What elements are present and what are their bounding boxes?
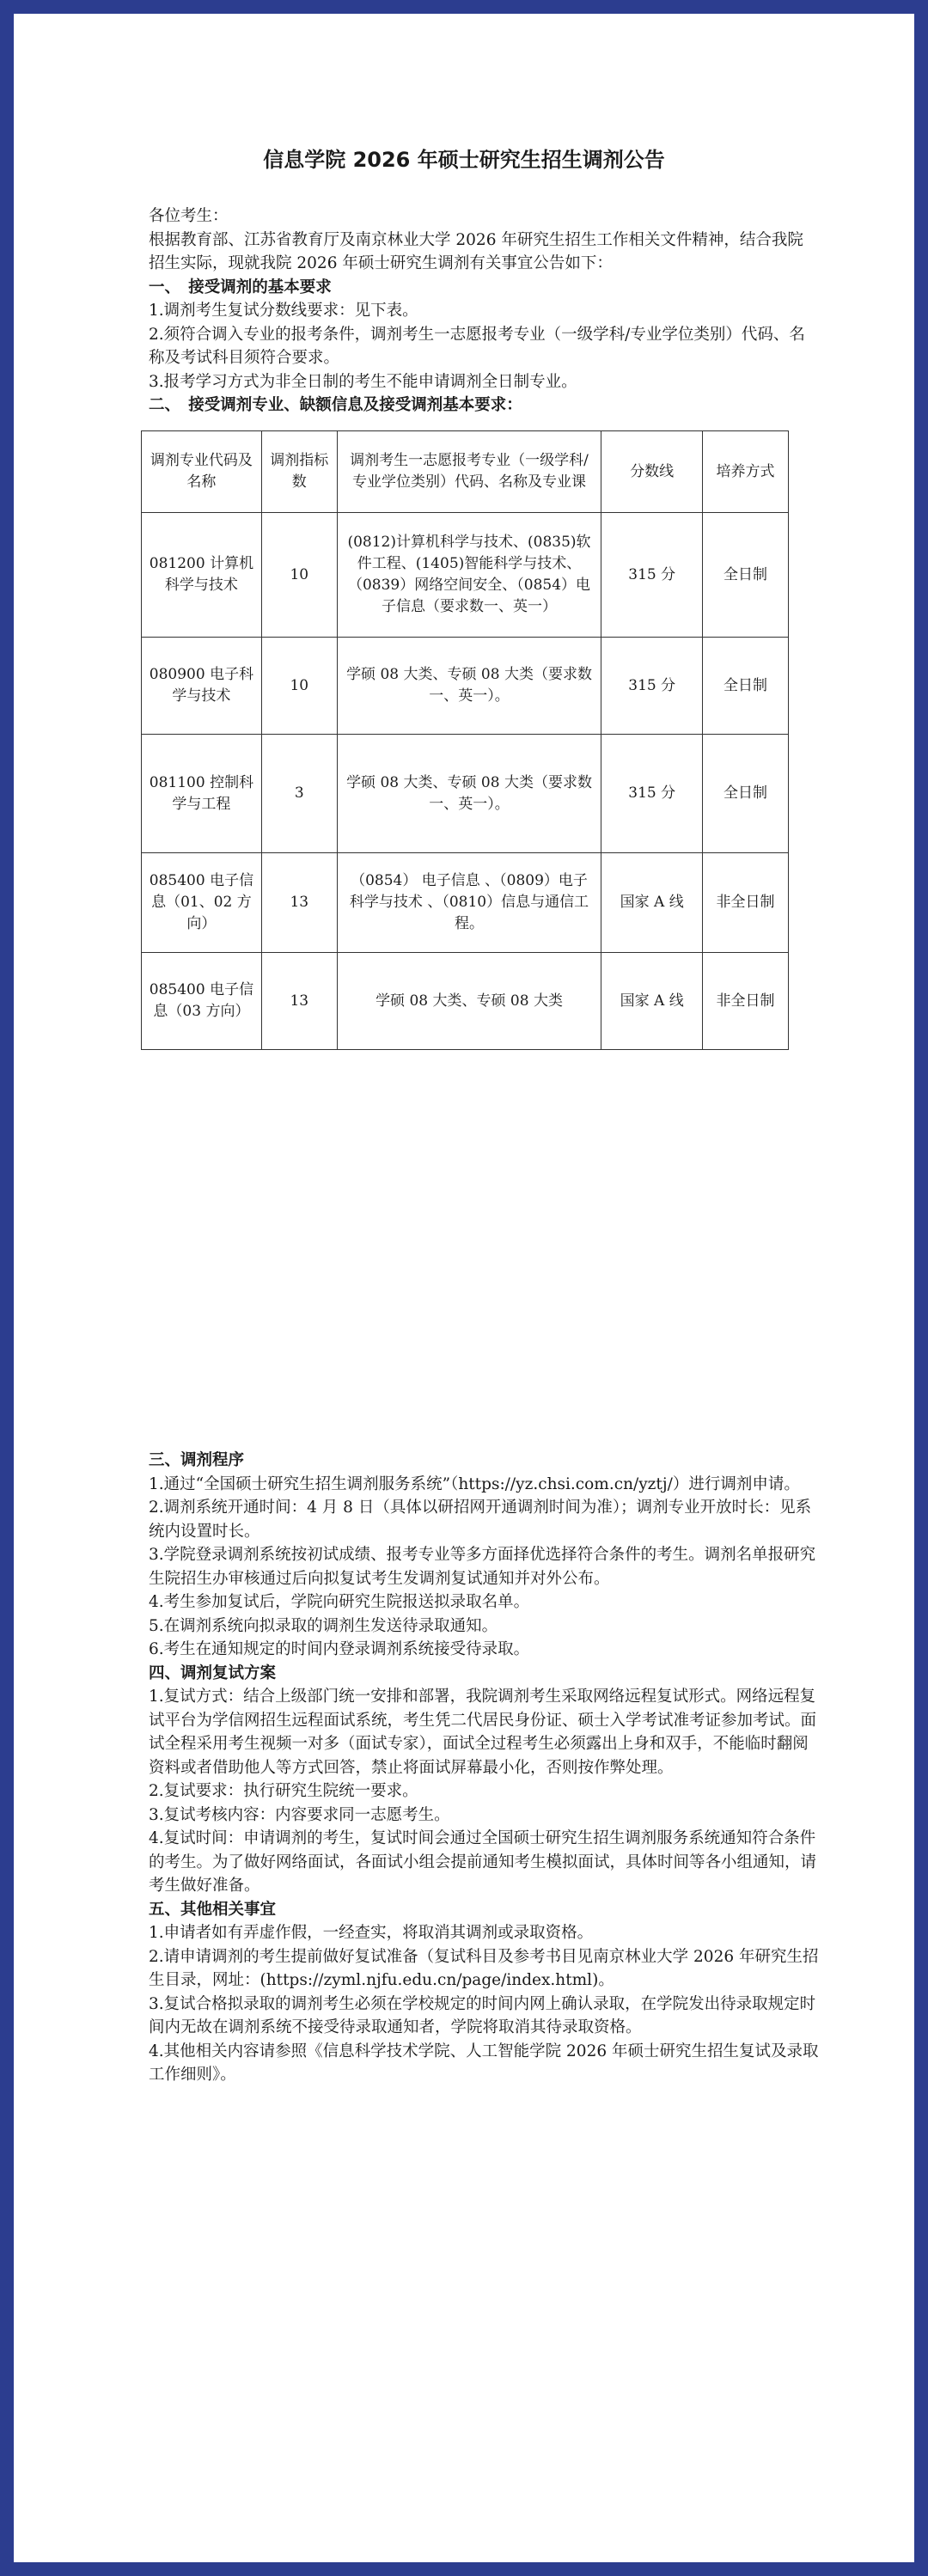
section3-item: 2.调剂系统开通时间：4 月 8 日（具体以研招网开通调剂时间为准）；调剂专业开放时长：见系统内设置时长。 <box>149 1499 812 1541</box>
section5-item: 1.申请者如有弄虚作假，一经查实，将取消其调剂或录取资格。 <box>149 1924 594 1942</box>
section3-item: 3.学院登录调剂系统按初试成绩、报考专业等多方面择优选择符合条件的考生。调剂名单报研究生院招生办审核通过后向拟复试考生发调剂复试通知并对外公布。 <box>149 1546 816 1588</box>
section4-item: 4.复试时间：申请调剂的考生，复试时间会通过全国硕士研究生招生调剂服务系统通知符合条件的考生。为了做好网络面试，各面试小组会提前通知考生模拟面试，具体时间等各小组通知，请考生做好准备。 <box>149 1829 817 1895</box>
table-cell: 国家 A 线 <box>601 953 703 1050</box>
section1-item: 1.调剂考生复试分数线要求：见下表。 <box>149 302 418 320</box>
table-cell: 13 <box>261 853 337 953</box>
table-cell: 315 分 <box>601 638 703 735</box>
greeting: 各位考生： <box>149 207 229 225</box>
table-cell: 全日制 <box>703 735 789 853</box>
intro-paragraph: 根据教育部、江苏省教育厅及南京林业大学 2026 年研究生招生工作相关文件精神，结合我院招生实际，现就我院 2026 年硕士研究生调剂有关事宜公告如下： <box>149 230 803 272</box>
section3-heading: 三、调剂程序 <box>149 1451 245 1469</box>
table-cell: 学硕 08 大类、专硕 08 大类 <box>337 953 601 1050</box>
section5-heading: 五、其他相关事宜 <box>149 1900 277 1919</box>
section1-heading: 一、 接受调剂的基本要求 <box>149 278 332 296</box>
table-header: 培养方式 <box>703 431 789 513</box>
section1-item: 3.报考学习方式为非全日制的考生不能申请调剂全日制专业。 <box>149 372 577 391</box>
section3-item: 5.在调剂系统向拟录取的调剂生发送待录取通知。 <box>149 1616 498 1635</box>
section4-heading: 四、调剂复试方案 <box>149 1663 277 1682</box>
table-cell: 10 <box>261 638 337 735</box>
section3-item: 4.考生参加复试后，学院向研究生院报送拟录取名单。 <box>149 1593 530 1611</box>
table-header: 调剂专业代码及名称 <box>142 431 262 513</box>
section1-item: 2.须符合调入专业的报考条件，调剂考生一志愿报考专业（一级学科/专业学位类别）代码、名称及考试科目须符合要求。 <box>149 325 805 367</box>
table-cell: (0812)计算机科学与技术、(0835)软件工程、(1405)智能科学与技术、（0839）网络空间安全、（0854）电子信息（要求数一、英一） <box>337 513 601 638</box>
table-cell: 非全日制 <box>703 953 789 1050</box>
section5-item: 3.复试合格拟录取的调剂考生必须在学校规定的时间内网上确认录取，在学院发出待录取规定时间内无故在调剂系统不接受待录取通知者，学院将取消其待录取资格。 <box>149 1994 816 2036</box>
table-cell: 085400 电子信息（01、02 方向） <box>142 853 262 953</box>
table-header: 调剂指标数 <box>261 431 337 513</box>
table-cell: 13 <box>261 953 337 1050</box>
table-header-row <box>142 431 789 513</box>
section4-item: 3.复试考核内容：内容要求同一志愿考生。 <box>149 1805 450 1824</box>
table-header: 调剂考生一志愿报考专业（一级学科/专业学位类别）代码、名称及专业课 <box>337 431 601 513</box>
table-row <box>142 735 789 853</box>
table-cell: 全日制 <box>703 513 789 638</box>
section5-item: 2.请申请调剂的考生提前做好复试准备（复试科目及参考书目见南京林业大学 2026 年研究生招生目录，网址：(https://zyml.njfu.edu.cn/page/index.html)。 <box>149 1947 819 1989</box>
section3-item: 6.考生在通知规定的时间内登录调剂系统接受待录取。 <box>149 1640 530 1658</box>
table-cell: 非全日制 <box>703 853 789 953</box>
table-cell: 315 分 <box>601 735 703 853</box>
document-page <box>14 14 914 2562</box>
table-cell: 3 <box>261 735 337 853</box>
table-cell: 10 <box>261 513 337 638</box>
table-cell: 081200 计算机科学与技术 <box>142 513 262 638</box>
table-cell: 080900 电子科学与技术 <box>142 638 262 735</box>
table-row <box>142 638 789 735</box>
page-title: 信息学院 2026 年硕士研究生招生调剂公告 <box>263 148 665 172</box>
table-row <box>142 953 789 1050</box>
table-cell: 315 分 <box>601 513 703 638</box>
table-cell: 081100 控制科学与工程 <box>142 735 262 853</box>
table-header: 分数线 <box>601 431 703 513</box>
section2-heading: 二、 接受调剂专业、缺额信息及接受调剂基本要求： <box>149 396 522 414</box>
table-cell: 学硕 08 大类、专硕 08 大类（要求数一、英一）。 <box>337 735 601 853</box>
procedure-section <box>149 1449 819 2087</box>
quota-table <box>141 430 789 1050</box>
section5-item: 4.其他相关内容请参照《信息科学技术学院、人工智能学院 2026 年硕士研究生招生复试及录取工作细则》。 <box>149 2042 819 2084</box>
table-cell: 全日制 <box>703 638 789 735</box>
section3-item: 1.通过“全国硕士研究生招生调剂服务系统”（https://yz.chsi.com.cn/yztj/）进行调剂申请。 <box>149 1474 800 1493</box>
section4-item: 2.复试要求：执行研究生院统一要求。 <box>149 1782 418 1800</box>
intro-section <box>149 204 819 418</box>
table-row <box>142 853 789 953</box>
section4-item: 1.复试方式：结合上级部门统一安排和部署，我院调剂考生采取网络远程复试形式。网络远程复试平台为学信网招生远程面试系统，考生凭二代居民身份证、硕士入学考试准考证参加考试。面试全程采用考生视频一对多（面试专家），面试全过程考生必须露出上身和双手，不能临时翻阅资料或者借助他人等方式回答，禁止将面试屏幕最小化，否则按作弊处理。 <box>149 1688 817 1777</box>
table-cell: （0854） 电子信息 、（0809）电子科学与技术 、（0810）信息与通信工程。 <box>337 853 601 953</box>
table-row <box>142 513 789 638</box>
table-cell: 国家 A 线 <box>601 853 703 953</box>
table-cell: 学硕 08 大类、专硕 08 大类（要求数一、英一）。 <box>337 638 601 735</box>
table-cell: 085400 电子信息（03 方向） <box>142 953 262 1050</box>
